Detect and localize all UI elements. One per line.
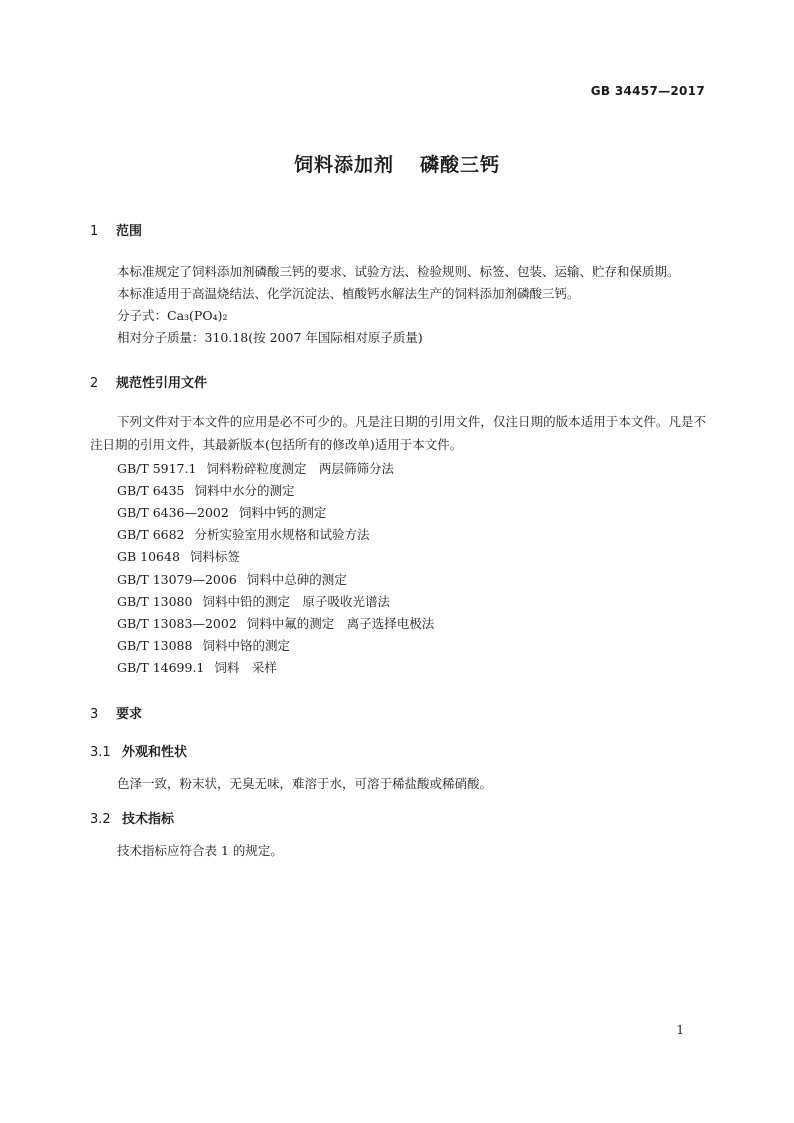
section-3-1-heading: [90, 741, 187, 760]
scope-line-1: 本标准规定了饲料添加剂磷酸三钙的要求、试验方法、检验规则、标签、包装、运输、贮存和保质期。: [117, 264, 680, 279]
reference-code: GB/T 6682: [117, 527, 185, 542]
reference-item: [117, 636, 290, 654]
reference-code: GB/T 13080: [117, 594, 193, 609]
reference-title: 饲料中钙的测定: [238, 505, 327, 520]
scope-line-2: 本标准适用于高温烧结法、化学沉淀法、植酸钙水解法生产的饲料添加剂磷酸三钙。: [117, 286, 580, 301]
reference-title: 饲料中铅的测定 原子吸收光谱法: [202, 594, 390, 609]
standard-number: GB 34457—2017: [590, 84, 705, 98]
section-title: 范围: [116, 224, 143, 239]
reference-code: GB/T 13088: [117, 638, 193, 653]
section-number: 3.1: [90, 745, 111, 760]
reference-item: [117, 658, 277, 676]
reference-item: [117, 614, 434, 632]
title-part-1: 饲料添加剂: [293, 154, 394, 176]
section-title: 规范性引用文件: [116, 376, 208, 391]
reference-item: [117, 547, 240, 565]
reference-title: 饲料中氟的测定 离子选择电极法: [246, 616, 435, 631]
references-intro: 下列文件对于本文件的应用是必不可少的。凡是注日期的引用文件，仅注日期的版本适用于本文件。凡是不注日期的引用文件，其最新版本(包括所有的修改单)适用于本文件。: [90, 414, 706, 452]
section-3-heading: [90, 703, 142, 722]
reference-title: 饲料中铬的测定: [202, 638, 290, 653]
section-3-2-heading: [90, 808, 174, 827]
reference-code: GB 10648: [117, 549, 180, 564]
section-1-heading: [90, 220, 142, 239]
reference-item: [117, 525, 370, 543]
reference-code: GB/T 6435: [117, 483, 185, 498]
reference-title: 饲料粉碎粒度测定 两层筛筛分法: [206, 461, 394, 476]
reference-item: [117, 592, 390, 610]
section-title: 外观和性状: [122, 745, 188, 760]
section-number: 3.2: [90, 812, 111, 827]
reference-title: 饲料 采样: [214, 660, 277, 675]
reference-title: 饲料中水分的测定: [194, 483, 295, 498]
page-number: 1: [676, 1023, 684, 1037]
molecular-formula: 分子式：Ca₃(PO₄)₂: [117, 308, 228, 323]
reference-item: [117, 459, 394, 477]
reference-title: 分析实验室用水规格和试验方法: [194, 527, 370, 542]
title-part-2: 磷酸三钙: [420, 154, 501, 176]
reference-title: 饲料中总砷的测定: [246, 572, 347, 587]
reference-code: GB/T 6436—2002: [117, 505, 229, 520]
section-number: 3: [90, 707, 99, 722]
reference-item: [117, 570, 347, 588]
reference-item: [117, 481, 295, 499]
appearance-text: 色泽一致，粉末状，无臭无味，难溶于水，可溶于稀盐酸或稀硝酸。: [117, 776, 493, 791]
section-title: 要求: [116, 707, 143, 722]
document-title: [0, 150, 794, 177]
section-number: 2: [90, 376, 99, 391]
section-title: 技术指标: [122, 812, 175, 827]
reference-code: GB/T 13083—2002: [117, 616, 237, 631]
section-number: 1: [90, 224, 99, 239]
reference-item: [117, 503, 326, 521]
reference-code: GB/T 5917.1: [117, 461, 197, 476]
technical-spec-text: 技术指标应符合表 1 的规定。: [117, 843, 283, 858]
reference-code: GB/T 13079—2006: [117, 572, 237, 587]
reference-title: 饲料标签: [189, 549, 240, 564]
reference-code: GB/T 14699.1: [117, 660, 205, 675]
section-2-heading: [90, 372, 207, 391]
molecular-mass: 相对分子质量：310.18(按 2007 年国际相对原子质量): [117, 330, 423, 345]
